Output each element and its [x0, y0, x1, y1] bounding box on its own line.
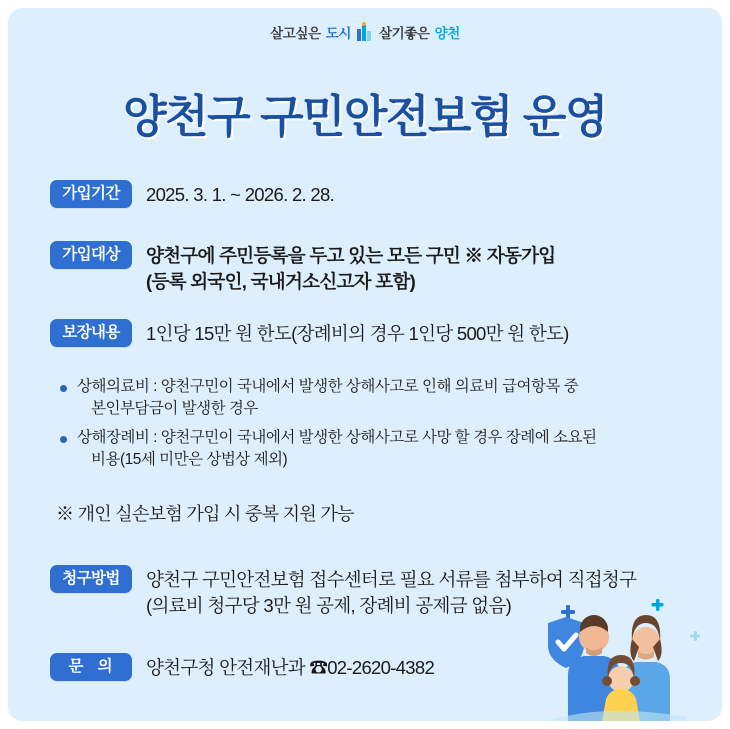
coverage-detail-list — [60, 376, 690, 478]
list-item-line1: 상해장례비 : 양천구민이 국내에서 발생한 상해사고로 사망 할 경우 장례에 소요된 — [77, 428, 597, 446]
brand-left-accent: 도시 — [325, 26, 351, 41]
row-period — [50, 180, 334, 208]
tag-period: 가입기간 — [50, 180, 132, 208]
list-item — [60, 376, 690, 421]
list-item-line2: 본인부담금이 발생한 경우 — [91, 400, 258, 418]
row-target — [50, 241, 555, 294]
tag-coverage: 보장내용 — [50, 319, 132, 347]
bullet-dot-icon — [60, 436, 67, 443]
value-target — [146, 241, 555, 294]
value-claim-line2: (의료비 청구당 3만 원 공제, 장례비 공제금 없음) — [146, 594, 512, 616]
list-item-line2: 비용(15세 미만은 상법상 제외) — [91, 451, 288, 469]
family-with-shield-illustration — [506, 571, 716, 721]
duplicate-support-note: ※ 개인 실손보험 가입 시 중복 지원 가능 — [56, 504, 354, 524]
brand-right-accent: 양천 — [434, 26, 460, 41]
value-contact: 양천구청 안전재난과 ☎02-2620-4382 — [146, 657, 435, 678]
tag-contact: 문 의 — [50, 653, 132, 681]
row-contact — [50, 653, 434, 681]
tag-claim: 청구방법 — [50, 565, 132, 593]
building-logo-icon — [356, 22, 374, 42]
brand-left-plain: 살고싶은 — [270, 26, 321, 41]
page-title: 양천구 구민안전보험 운영 — [123, 91, 607, 142]
brand-slogan — [8, 22, 722, 42]
value-target-line2: (등록 외국인, 국내거소신고자 포함) — [146, 270, 416, 292]
row-coverage — [50, 319, 569, 347]
tag-target: 가입대상 — [50, 241, 132, 269]
list-item-text — [77, 376, 578, 421]
bullet-dot-icon — [60, 385, 67, 392]
list-item-line1: 상해의료비 : 양천구민이 국내에서 발생한 상해사고로 인해 의료비 급여항목 중 — [77, 378, 579, 395]
poster-body — [8, 8, 722, 721]
value-coverage: 1인당 15만 원 한도(장례비의 경우 1인당 500만 원 한도) — [146, 323, 569, 344]
value-target-line1: 양천구에 주민등록을 두고 있는 모든 구민 ※ 자동가입 — [146, 245, 556, 266]
brand-right-plain: 살기좋은 — [379, 26, 430, 41]
list-item — [60, 427, 690, 472]
list-item-text — [77, 427, 596, 472]
value-claim-line1: 양천구 구민안전보험 접수센터로 필요 서류를 첨부하여 직접청구 — [146, 569, 637, 590]
value-period: 2025. 3. 1. ~ 2026. 2. 28. — [146, 184, 335, 205]
